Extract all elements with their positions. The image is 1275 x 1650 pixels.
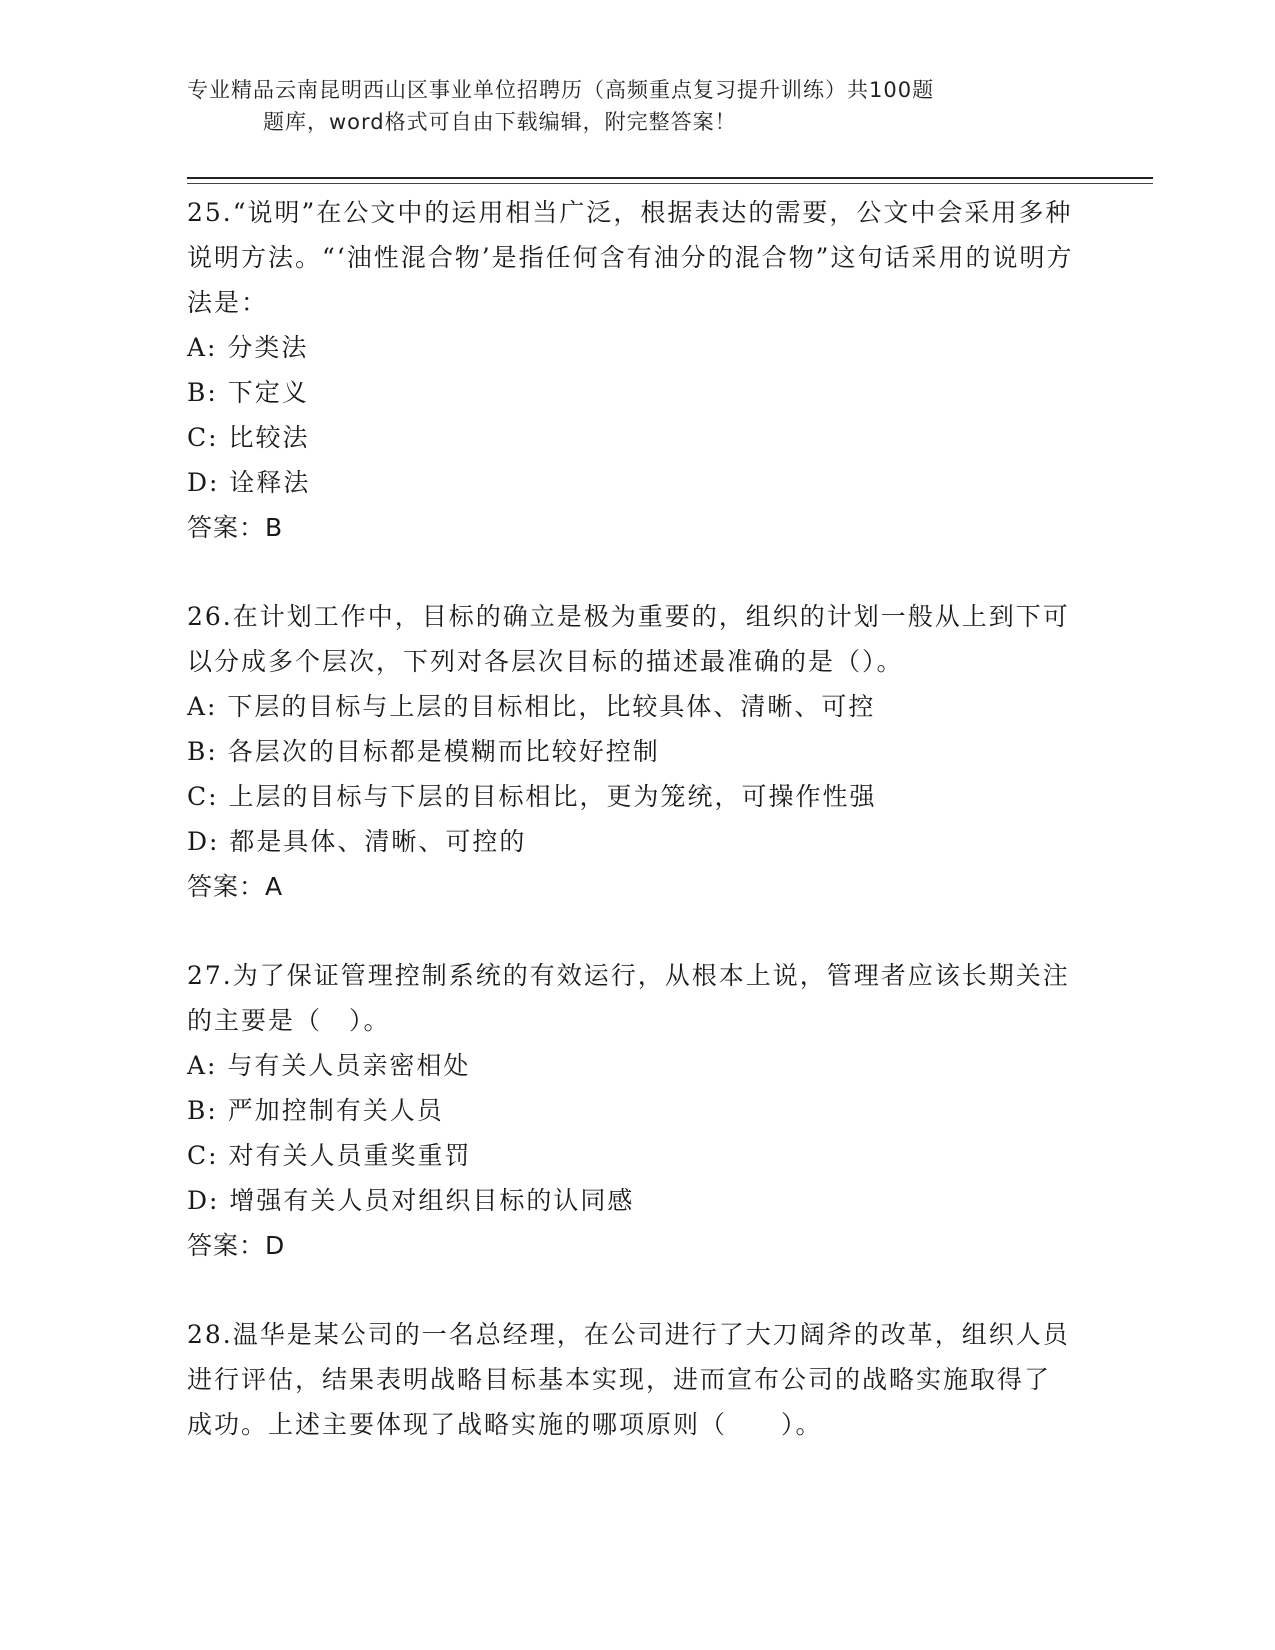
- question-stem: 28.温华是某公司的一名总经理，在公司进行了大刀阔斧的改革，组织人员进行评估，结果表明战略目标基本实现，进而宣布公司的战略实施取得了成功。上述主要体现了战略实施的哪项原则（ ）。: [187, 1320, 1070, 1439]
- question-27: [187, 953, 1077, 1268]
- option-d: D: 都是具体、清晰、可控的: [187, 827, 527, 856]
- option-a: A: 与有关人员亲密相处: [187, 1051, 471, 1080]
- question-28: [187, 1312, 1077, 1447]
- option-c: C: 上层的目标与下层的目标相比，更为笼统，可操作性强: [187, 782, 877, 811]
- question-25: [187, 190, 1077, 550]
- answer-line: 答案：D: [187, 1231, 286, 1260]
- option-b: B: 严加控制有关人员: [187, 1096, 444, 1125]
- question-stem: 26.在计划工作中，目标的确立是极为重要的，组织的计划一般从上到下可以分成多个层次，下列对各层次目标的描述最准确的是（）。: [187, 602, 1070, 676]
- option-c: C: 对有关人员重奖重罚: [187, 1141, 472, 1170]
- question-list: [187, 190, 1077, 1491]
- header-line-1: 专业精品云南昆明西山区事业单位招聘历（高频重点复习提升训练）共100题: [187, 78, 935, 102]
- option-a: A: 下层的目标与上层的目标相比，比较具体、清晰、可控: [187, 692, 876, 721]
- question-stem: 25.“说明”在公文中的运用相当广泛，根据表达的需要，公文中会采用多种说明方法。“‘油性混合物’是指任何含有油分的混合物”这句话采用的说明方法是：: [187, 198, 1074, 317]
- answer-line: 答案：A: [187, 872, 284, 901]
- header-divider-thin: [187, 183, 1153, 184]
- option-d: D: 诠释法: [187, 468, 311, 497]
- document-header: [187, 74, 1067, 138]
- option-d: D: 增强有关人员对组织目标的认同感: [187, 1186, 635, 1215]
- header-line-2: 题库，word格式可自由下载编辑，附完整答案！: [263, 110, 737, 134]
- option-a: A: 分类法: [187, 333, 309, 362]
- option-b: B: 各层次的目标都是模糊而比较好控制: [187, 737, 660, 766]
- header-divider-thick: [187, 177, 1153, 179]
- answer-line: 答案：B: [187, 513, 284, 542]
- question-stem: 27.为了保证管理控制系统的有效运行，从根本上说，管理者应该长期关注的主要是（ ）。: [187, 961, 1070, 1035]
- option-c: C: 比较法: [187, 423, 310, 452]
- question-26: [187, 594, 1077, 909]
- option-b: B: 下定义: [187, 378, 309, 407]
